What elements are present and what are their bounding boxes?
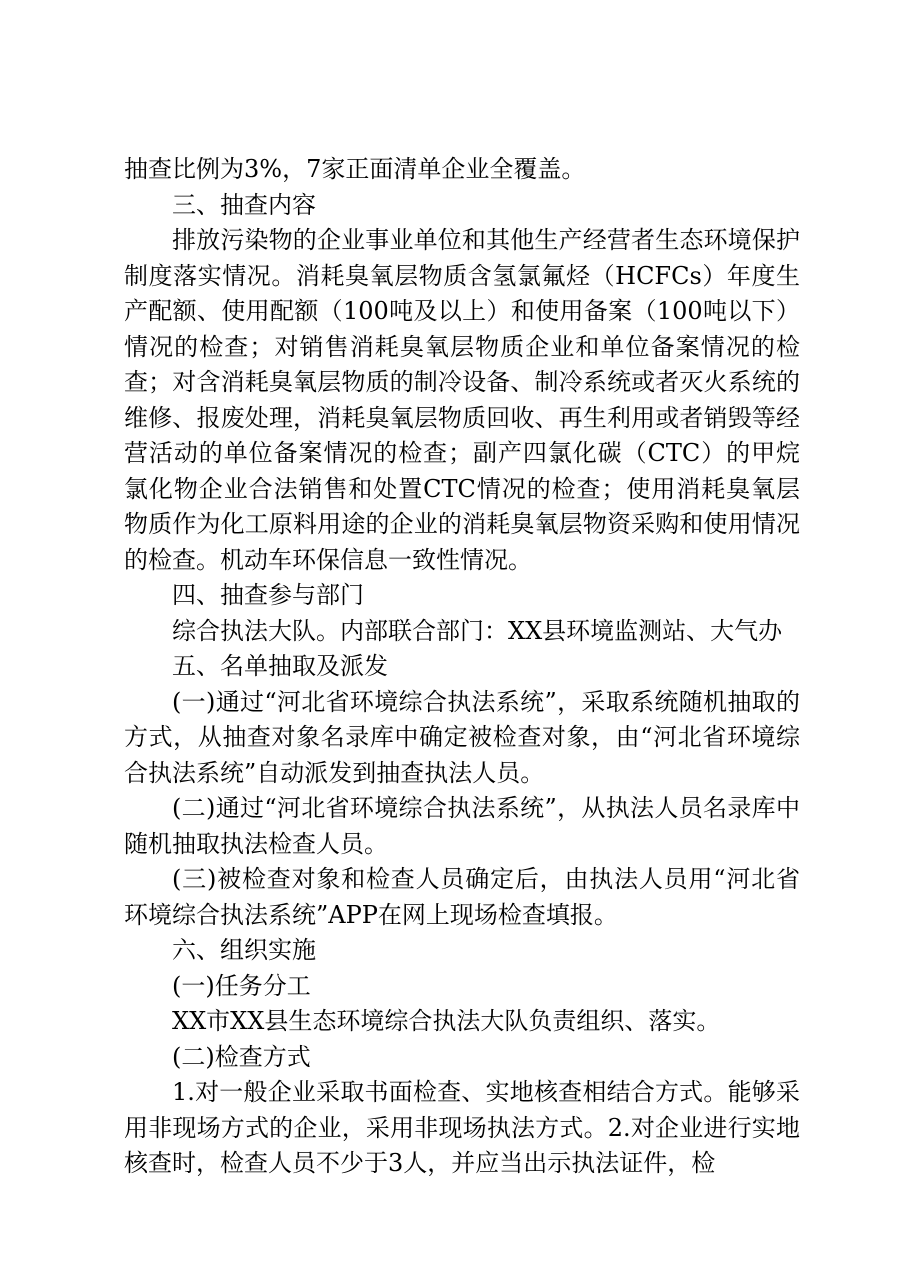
paragraph-list-3: (三)被检查对象和检查人员确定后，由执法人员用“河北省环境综合执法系统”APP在网上现场检查填报。 [124,865,800,929]
paragraph-inspection-content: 排放污染物的企业事业单位和其他生产经营者生态环境保护制度落实情况。消耗臭氧层物质含氢氯氟烃（HCFCs）年度生产配额、使用配额（100吨及以上）和使用备案（100吨以下）情况的检查；对销售消耗臭氧层物质企业和单位备案情况的检查；对含消耗臭氧层物质的制冷设备、制冷系统或者灭火系统的维修、报废处理，消耗臭氧层物质回收、再生利用或者销毁等经营活动的单位备案情况的检查；副产四氯化碳（CTC）的甲烷氯化物企业合法销售和处置CTC情况的检查；使用消耗臭氧层物质作为化工原料用途的企业的消耗臭氧层物资采购和使用情况的检查。机动车环保信息一致性情况。 [124,226,800,574]
subheading-task-division: (一)任务分工 [172,971,311,1000]
paragraph-list-1: (一)通过“河北省环境综合执法系统”，采取系统随机抽取的方式，从抽查对象名录库中确定被检查对象，由“河北省环境综合执法系统”自动派发到抽查执法人员。 [124,687,800,787]
paragraph-inspection-method: 1.对一般企业采取书面检查、实地核查相结合方式。能够采用非现场方式的企业，采用非现场执法方式。2.对企业进行实地核查时，检查人员不少于3人，并应当出示执法证件，检 [124,1078,800,1177]
section-heading-6: 六、组织实施 [172,936,316,964]
document-page [124,152,800,1182]
paragraph-departments: 综合执法大队。内部联合部门：XX县环境监测站、大气办 [172,616,783,645]
section-heading-4: 四、抽查参与部门 [172,581,364,609]
section-heading-5: 五、名单抽取及派发 [172,652,388,680]
paragraph-task-division: XX市XX县生态环境综合执法大队负责组织、落实。 [172,1007,721,1035]
paragraph-continued: 抽查比例为3%，7家正面清单企业全覆盖。 [124,155,586,183]
section-heading-3: 三、抽查内容 [172,190,316,219]
paragraph-list-2: (二)通过“河北省环境综合执法系统”，从执法人员名录库中随机抽取执法检查人员。 [124,794,800,858]
subheading-inspection-method: (二)检查方式 [172,1042,311,1071]
